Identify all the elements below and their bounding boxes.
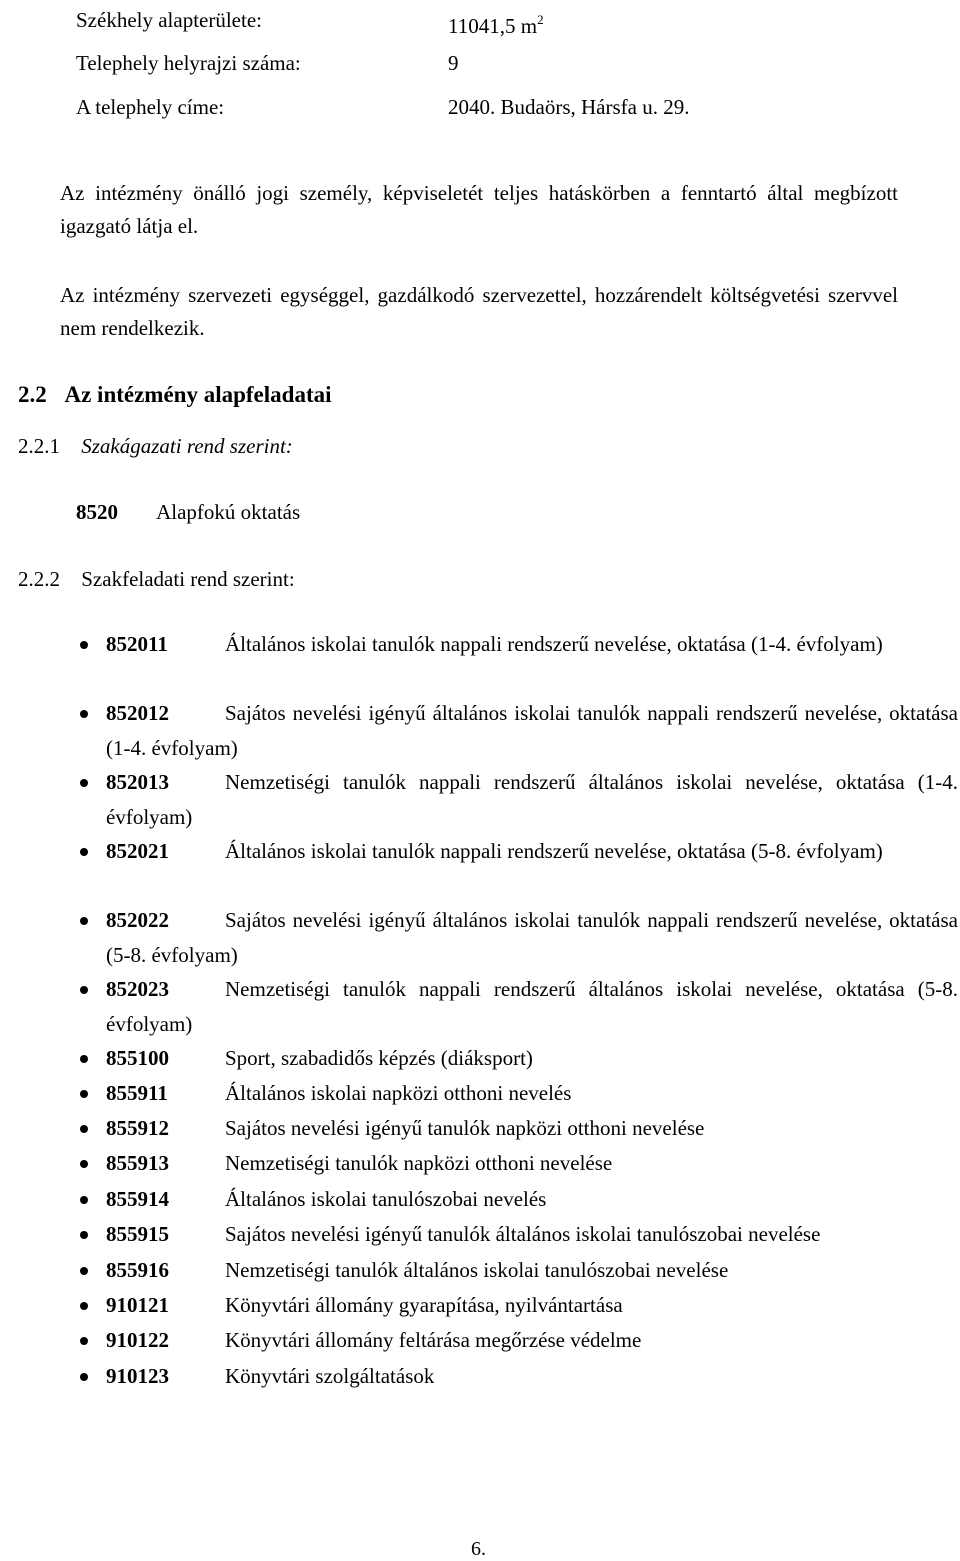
task-code: 855100: [106, 1046, 169, 1070]
bullet-icon: [80, 1055, 88, 1063]
task-code: 855911: [106, 1081, 168, 1105]
section-number: 2.2: [18, 382, 47, 407]
task-text: Könyvtári állomány gyarapítása, nyilvántartása: [225, 1293, 623, 1317]
list-item: [106, 972, 958, 1042]
task-text: Könyvtári szolgáltatások: [225, 1364, 435, 1388]
bullet-icon: [80, 1160, 88, 1168]
task-text: Nemzetiségi tanulók nappali rendszerű általános iskolai nevelése, oktatása (1-4. évfolyam): [106, 770, 958, 829]
task-code: 852011: [106, 632, 168, 656]
paragraph-organization: Az intézmény szervezeti egységgel, gazdálkodó szervezettel, hozzárendelt költségvetési szervvel nem rendelkezik.: [60, 283, 898, 340]
info-row-address: [76, 95, 690, 119]
task-code: 852023: [106, 977, 169, 1001]
list-item: [106, 1359, 958, 1394]
list-item: [106, 1076, 958, 1111]
section-title: Az intézmény alapfeladatai: [64, 382, 332, 407]
bullet-icon: [80, 779, 88, 787]
bullet-icon: [80, 1337, 88, 1345]
superscript: 2: [537, 12, 544, 27]
task-text: Sajátos nevelési igényű tanulók általános iskolai tanulószobai nevelése: [225, 1222, 821, 1246]
task-code: 852013: [106, 770, 169, 794]
info-value: 9: [448, 51, 459, 75]
list-item: [106, 1288, 958, 1323]
section-heading: [18, 382, 332, 408]
task-text: Általános iskolai tanulók nappali rendszerű nevelése, oktatása (5-8. évfolyam): [225, 839, 883, 863]
task-text: Könyvtári állomány feltárása megőrzése védelme: [225, 1328, 642, 1352]
list-item: [106, 696, 958, 766]
task-text: Általános iskolai napközi otthoni nevelés: [225, 1081, 572, 1105]
bullet-icon: [80, 917, 88, 925]
bullet-icon: [80, 1125, 88, 1133]
task-code: 852021: [106, 839, 169, 863]
list-item: [106, 1146, 958, 1181]
bullet-icon: [80, 1090, 88, 1098]
list-item: [106, 765, 958, 835]
bullet-icon: [80, 986, 88, 994]
info-value: 11041,5 $m^2$: [448, 12, 544, 38]
info-row-parcel: [76, 51, 459, 75]
page-number: 6.: [471, 1538, 486, 1560]
subsection-number: 2.2.1: [18, 434, 60, 458]
task-text: Sajátos nevelési igényű tanulók napközi otthoni nevelése: [225, 1116, 705, 1140]
bullet-icon: [80, 710, 88, 718]
sector-code-label: Alapfokú oktatás: [156, 500, 301, 524]
bullet-icon: [80, 1231, 88, 1239]
task-text: Nemzetiségi tanulók nappali rendszerű általános iskolai nevelése, oktatása (5-8. évfolyam): [106, 977, 958, 1036]
task-text: Sport, szabadidős képzés (diáksport): [225, 1046, 533, 1070]
list-item: [106, 1041, 958, 1076]
info-label: A telephely címe:: [76, 95, 225, 119]
task-text: Általános iskolai tanulószobai nevelés: [225, 1187, 547, 1211]
info-value: 2040. Budaörs, Hársfa u. 29.: [448, 95, 690, 119]
list-item: [106, 1217, 958, 1252]
task-code: 855912: [106, 1116, 169, 1140]
task-text: Nemzetiségi tanulók általános iskolai tanulószobai nevelése: [225, 1258, 729, 1282]
bullet-icon: [80, 848, 88, 856]
sector-code-line: [76, 500, 300, 525]
bullet-icon: [80, 1302, 88, 1310]
subsection-title: Szakfeladati rend szerint:: [81, 567, 295, 591]
info-label: Telephely helyrajzi száma:: [76, 51, 301, 75]
task-code: 852012: [106, 701, 169, 725]
sector-code: 8520: [76, 500, 118, 524]
task-code: 855914: [106, 1187, 169, 1211]
bullet-icon: [80, 641, 88, 649]
list-item: [106, 1253, 958, 1288]
task-code: 855915: [106, 1222, 169, 1246]
info-label: Székhely alapterülete:: [76, 8, 262, 32]
task-code: 910122: [106, 1328, 169, 1352]
task-code: 910123: [106, 1364, 169, 1388]
subsection-title: Szakágazati rend szerint:: [81, 434, 293, 458]
subsection-heading-2: [18, 567, 295, 592]
list-item: [106, 903, 958, 973]
task-code: 855913: [106, 1151, 169, 1175]
list-item: [106, 1323, 958, 1358]
task-text: Sajátos nevelési igényű általános iskolai tanulók nappali rendszerű nevelése, oktatása (1-4. évfolyam): [106, 701, 958, 760]
task-text: Általános iskolai tanulók nappali rendszerű nevelése, oktatása (1-4. évfolyam): [225, 632, 883, 656]
list-item: [106, 834, 958, 869]
paragraph-legal-status: Az intézmény önálló jogi személy, képviseletét teljes hatáskörben a fenntartó által megbízott igazgató látja el.: [60, 181, 898, 238]
bullet-icon: [80, 1196, 88, 1204]
task-text: Sajátos nevelési igényű általános iskolai tanulók nappali rendszerű nevelése, oktatása (5-8. évfolyam): [106, 908, 958, 967]
task-code: 855916: [106, 1258, 169, 1282]
list-item: [106, 1182, 958, 1217]
subsection-heading-1: [18, 434, 293, 459]
task-code: 852022: [106, 908, 169, 932]
bullet-icon: [80, 1373, 88, 1381]
subsection-number: 2.2.2: [18, 567, 60, 591]
list-item: [106, 627, 958, 662]
list-item: [106, 1111, 958, 1146]
bullet-icon: [80, 1267, 88, 1275]
info-row-area: [76, 8, 544, 38]
task-text: Nemzetiségi tanulók napközi otthoni nevelése: [225, 1151, 613, 1175]
task-code: 910121: [106, 1293, 169, 1317]
